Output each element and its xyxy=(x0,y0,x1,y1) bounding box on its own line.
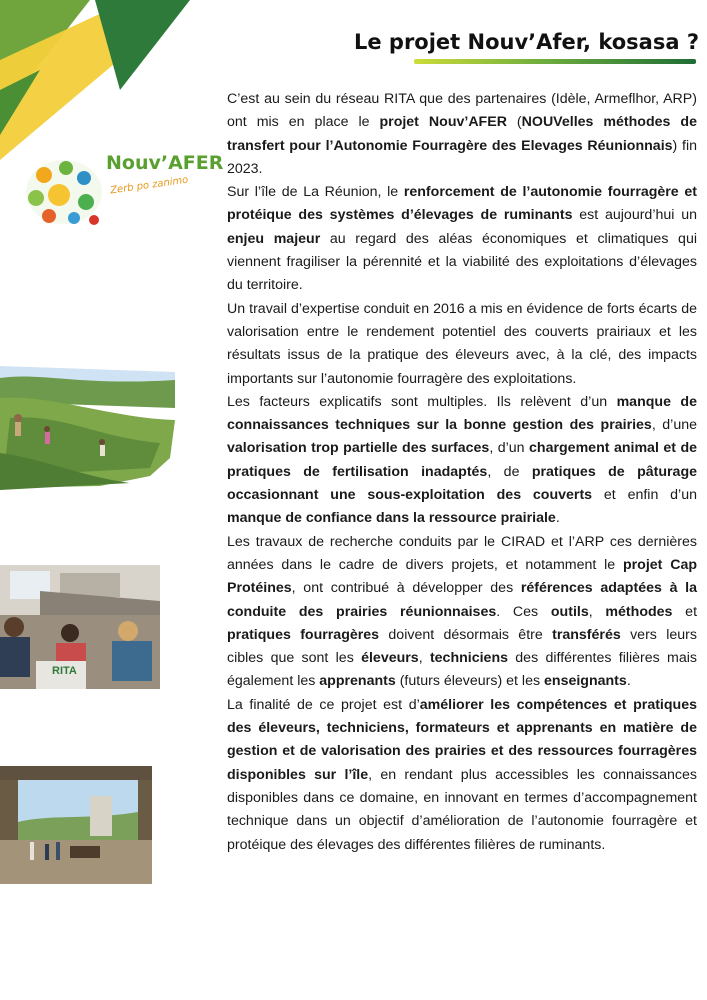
text-run: La finalité de ce projet est d’ xyxy=(227,696,420,713)
corner-decoration xyxy=(0,0,200,160)
text-run: au regard des aléas économiques et climatiques qui viennent fragiliser la pérennité et la viabilité des exploitations d’élevages du territoire. xyxy=(227,230,697,294)
body-text xyxy=(227,88,697,857)
bold-text: renforcement de l’autonomie fourragère et protéique des systèmes d’élevages de ruminants xyxy=(227,184,697,224)
bold-text: outils xyxy=(550,603,589,620)
text-run: , d’un xyxy=(489,440,530,457)
bold-text: méthodes xyxy=(605,603,673,620)
text-run: est aujourd’hui un xyxy=(572,207,697,224)
title-underline xyxy=(414,59,696,64)
text-run: , xyxy=(588,603,606,620)
paragraph-intro xyxy=(227,88,697,181)
bold-text: manque de connaissances techniques sur la bonne gestion des prairies xyxy=(227,393,697,434)
bold-text: techniciens xyxy=(429,650,508,667)
bold-text: pratiques de pâturage occasionnant une sous-exploitation des couverts xyxy=(227,463,697,504)
text-run: , de xyxy=(487,463,532,480)
bold-text: chargement animal et de pratiques de fertilisation inadaptés xyxy=(227,440,697,480)
page-title: Le projet Nouv’Afer, kosasa ? xyxy=(353,30,699,54)
photo-meeting xyxy=(0,561,160,689)
logo-tagline: Zerb po zanimo xyxy=(109,174,190,197)
bold-text: enjeu majeur xyxy=(227,230,321,247)
text-run: et enfin d’un xyxy=(592,487,697,504)
text-run: des différentes filières mais également les xyxy=(227,650,698,690)
text-run: , en rendant plus accessibles les connaissances disponibles dans ce domaine, en innovant en termes d’accompagnement technique dans un objectif d’amélioration de l’autonomie fourragère et protéique des élevages des différentes filières de ruminants. xyxy=(227,766,697,853)
bold-text: améliorer les compétences et pratiques des éleveurs, techniciens, formateurs et apprenants en matière de gestion et de valorisation des prairies et des ressources fourragères disponibles sur l’île xyxy=(227,696,697,783)
text-run: . xyxy=(555,510,560,527)
rita-badge: RITA xyxy=(52,665,77,677)
photo-barn xyxy=(0,762,152,888)
bold-text: pratiques fourragères xyxy=(227,626,380,643)
paragraph-context xyxy=(227,181,697,297)
text-run: vers leurs cibles que sont les xyxy=(227,626,697,667)
text-run: , ont contribué à développer des xyxy=(291,580,521,597)
bold-text: éleveurs xyxy=(361,650,419,667)
text-run: Un travail d’expertise conduit en 2016 a mis en évidence de forts écarts de valorisation entre le rendement potentiel des couverts prairiaux et les résultats issus de la pratique des éleveurs avec, à la clé, des impacts importants sur l’autonomie fourragère des exploitations. xyxy=(227,300,697,387)
paragraph-factors xyxy=(227,391,697,531)
text-run: (futurs éleveurs) et les xyxy=(395,673,545,690)
photo-hillside xyxy=(0,358,175,493)
text-run: C’est au sein du réseau RITA que des partenaires (Idèle, Armeflhor, ARP) ont mis en place le xyxy=(227,91,697,131)
logo-title: Nouv’AFER xyxy=(106,152,224,174)
bold-text: NOUVelles méthodes de transfert pour l’Autonomie Fourragère des Elevages Réunionnais xyxy=(227,114,697,154)
paragraph-goal xyxy=(227,694,697,857)
bold-text: enseignants xyxy=(544,673,627,690)
text-run: , xyxy=(418,650,430,667)
text-run: , d’une xyxy=(651,417,697,434)
paragraph-expertise xyxy=(227,298,697,391)
bold-text: projet Nouv’AFER xyxy=(379,114,507,131)
bold-text: manque de confiance dans la ressource prairiale xyxy=(227,510,556,527)
text-run: Les facteurs explicatifs sont multiples. Ils relèvent d’un xyxy=(227,393,617,410)
text-run: . xyxy=(626,673,631,690)
bold-text: transférés xyxy=(552,626,621,643)
paragraph-research xyxy=(227,531,697,694)
text-run: ( xyxy=(506,114,522,131)
text-run: Les travaux de recherche conduits par le CIRAD et l’ARP ces dernières années dans le cadre de divers projets, et notamment le xyxy=(227,533,697,573)
bold-text: apprenants xyxy=(319,673,396,690)
text-run: et xyxy=(672,603,698,620)
text-run: Sur l’île de La Réunion, le xyxy=(227,184,404,201)
bold-text: projet Cap Protéines xyxy=(227,556,697,597)
bold-text: valorisation trop partielle des surfaces xyxy=(227,440,490,457)
bold-text: références adaptées à la conduite des prairies réunionnaises xyxy=(227,580,697,620)
text-run: doivent désormais être xyxy=(379,626,553,643)
text-run: . Ces xyxy=(496,603,551,620)
text-run: ) fin 2023. xyxy=(227,137,697,177)
